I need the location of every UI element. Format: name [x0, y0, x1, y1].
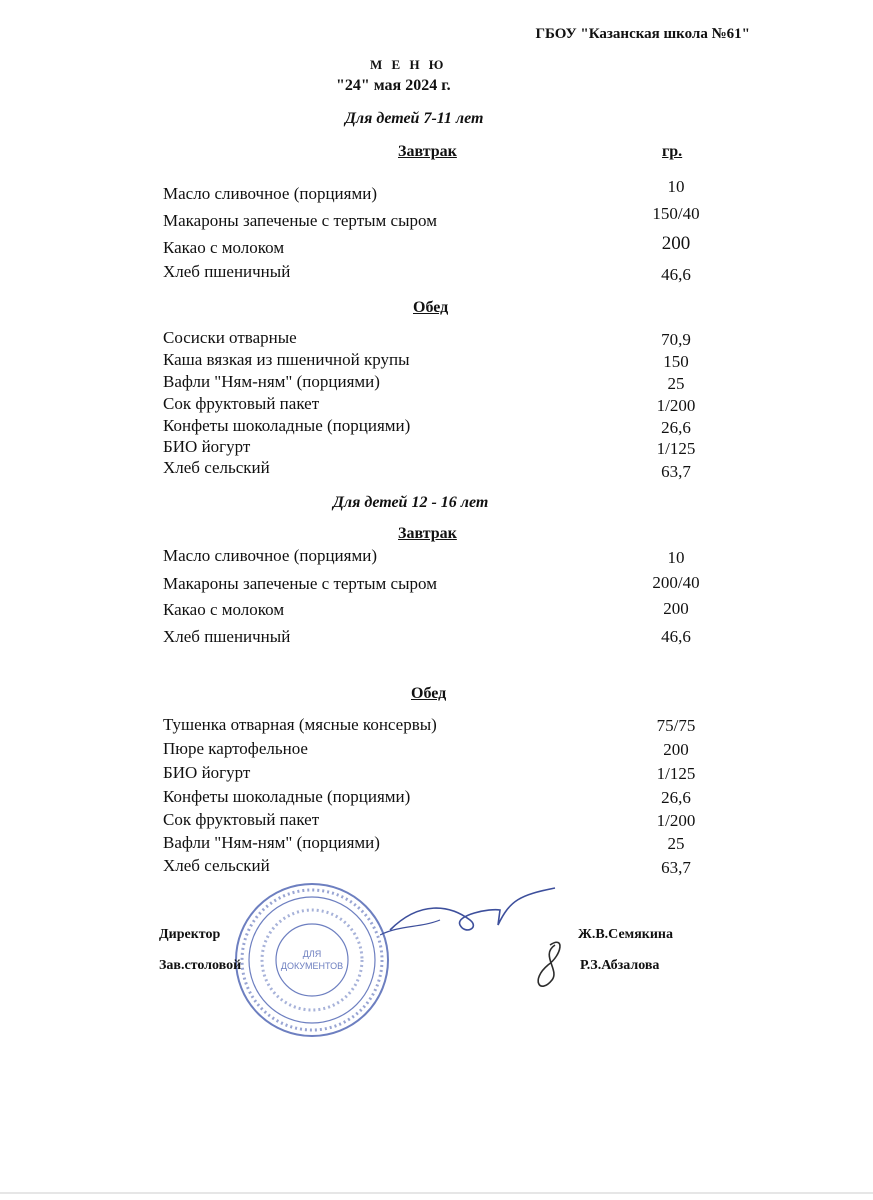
group-title-7-11: Для детей 7-11 лет — [345, 110, 484, 127]
g1-breakfast-item-1-value: 150/40 — [652, 204, 700, 223]
g1-breakfast-item-0-name: Масло сливочное (порциями) — [163, 184, 377, 203]
menu-date: "24" мая 2024 г. — [336, 77, 451, 94]
canteen-signature — [538, 942, 560, 986]
section-lunch-12-16: Обед — [411, 685, 447, 702]
stamp-center-text-2: ДОКУМЕНТОВ — [280, 961, 344, 971]
g1-lunch-item-4-value: 26,6 — [661, 418, 691, 437]
g1-lunch-item-1-name: Каша вязкая из пшеничной крупы — [163, 350, 410, 369]
g1-breakfast-item-0-value: 10 — [667, 177, 685, 196]
g2-lunch-item-4-name: Сок фруктовый пакет — [163, 810, 320, 829]
g2-lunch-item-3-value: 26,6 — [661, 788, 691, 807]
g1-breakfast-item-3-name: Хлеб пшеничный — [163, 262, 291, 281]
unit-header: гр. — [662, 143, 683, 160]
menu-title: М Е Н Ю — [370, 57, 447, 72]
g2-breakfast-item-2-name: Какао с молоком — [163, 600, 285, 619]
g1-breakfast-item-2-name: Какао с молоком — [163, 238, 285, 257]
stamp-inner-text-band — [262, 910, 362, 1010]
director-signature-tail — [380, 920, 440, 935]
director-signature — [390, 888, 555, 930]
g1-lunch-item-6-name: Хлеб сельский — [163, 458, 270, 477]
group-title-12-16: Для детей 12 - 16 лет — [333, 494, 489, 511]
g2-lunch-item-2-value: 1/125 — [656, 764, 696, 783]
g1-lunch-item-5-value: 1/125 — [656, 439, 696, 458]
g1-lunch-item-0-value: 70,9 — [661, 330, 691, 349]
scan-edge — [0, 1192, 873, 1194]
g1-lunch-item-3-value: 1/200 — [656, 396, 696, 415]
round-stamp — [232, 880, 392, 1040]
g2-lunch-item-6-value: 63,7 — [661, 858, 691, 877]
g2-lunch-item-4-value: 1/200 — [656, 811, 696, 830]
g1-lunch-item-6-value: 63,7 — [661, 462, 691, 481]
g1-breakfast-item-3-value: 46,6 — [661, 265, 691, 284]
g1-lunch-item-2-name: Вафли "Ням-ням" (порциями) — [163, 372, 380, 391]
g2-breakfast-item-1-value: 200/40 — [652, 573, 700, 592]
g1-lunch-item-0-name: Сосиски отварные — [163, 328, 297, 347]
canteen-label: Зав.столовой — [159, 958, 242, 973]
g2-breakfast-item-0-name: Масло сливочное (порциями) — [163, 546, 377, 565]
section-breakfast-7-11: Завтрак — [398, 143, 457, 160]
stamp-outer-ring — [236, 884, 388, 1036]
stamp-center-text-1: ДЛЯ — [302, 949, 322, 959]
stamp-middle-ring — [249, 897, 375, 1023]
g1-lunch-item-4-name: Конфеты шоколадные (порциями) — [163, 416, 411, 435]
director-name: Ж.В.Семякина — [578, 927, 673, 942]
g1-breakfast-item-1-name: Макароны запеченые с тертым сыром — [163, 211, 437, 230]
g1-lunch-item-3-name: Сок фруктовый пакет — [163, 394, 320, 413]
canteen-name: Р.З.Абзалова — [580, 958, 660, 973]
g2-lunch-item-0-name: Тушенка отварная (мясные консервы) — [163, 715, 437, 734]
g1-breakfast-item-2-value: 200 — [661, 233, 691, 254]
g2-lunch-item-5-value: 25 — [667, 834, 685, 853]
g2-lunch-item-0-value: 75/75 — [656, 716, 696, 735]
stamp-inner-ring — [276, 924, 348, 996]
director-label: Директор — [159, 927, 221, 942]
g2-lunch-item-3-name: Конфеты шоколадные (порциями) — [163, 787, 411, 806]
g2-breakfast-item-1-name: Макароны запеченые с тертым сыром — [163, 574, 437, 593]
g2-breakfast-item-3-name: Хлеб пшеничный — [163, 627, 291, 646]
signatures-scribble — [380, 880, 580, 1000]
g2-breakfast-item-2-value: 200 — [663, 599, 689, 618]
g2-lunch-item-5-name: Вафли "Ням-ням" (порциями) — [163, 833, 380, 852]
g2-lunch-item-2-name: БИО йогурт — [163, 763, 251, 782]
g2-lunch-item-1-value: 200 — [663, 740, 689, 759]
section-lunch-7-11: Обед — [413, 299, 449, 316]
school-name: ГБОУ "Казанская школа №61" — [535, 26, 750, 42]
g1-lunch-item-1-value: 150 — [663, 352, 689, 371]
g1-lunch-item-2-value: 25 — [667, 374, 685, 393]
g1-lunch-item-5-name: БИО йогурт — [163, 437, 251, 456]
section-breakfast-12-16: Завтрак — [398, 525, 457, 542]
g2-breakfast-item-3-value: 46,6 — [661, 627, 691, 646]
g2-breakfast-item-0-value: 10 — [667, 548, 685, 567]
g2-lunch-item-6-name: Хлеб сельский — [163, 856, 270, 875]
g2-lunch-item-1-name: Пюре картофельное — [163, 739, 308, 758]
